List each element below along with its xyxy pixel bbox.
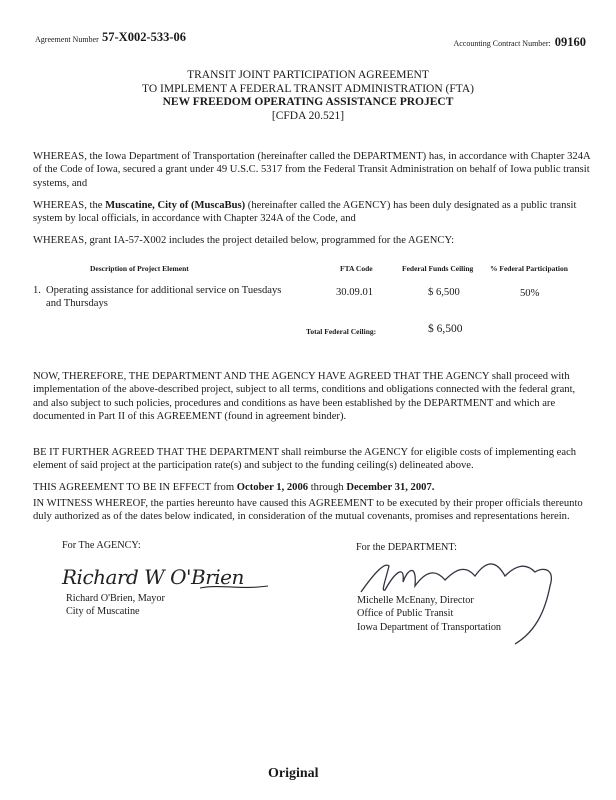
start-date: October 1, 2006 (236, 482, 309, 493)
agency-signature-label: For The AGENCY: (62, 540, 141, 551)
original-stamp: Original (268, 766, 319, 781)
total-value: $ 6,500 (428, 323, 463, 335)
row-ceiling: $ 6,500 (428, 287, 460, 298)
p2-text: WHEREAS, the (33, 200, 106, 211)
agency-name: Muscatine, City of (MuscaBus) (105, 200, 246, 211)
accounting-contract-label: Accounting Contract Number: (453, 39, 551, 48)
title-line-2: TO IMPLEMENT A FEDERAL TRANSIT ADMINISTRATION (FTA) (142, 82, 474, 95)
witness-paragraph: IN WITNESS WHEREOF, the parties hereunto have caused this AGREEMENT to be executed by their proper officials thereunto duly authorized as of the dates below indicated, in consideration of the mutual covenants, promises and representations herein. (33, 498, 583, 523)
agency-signatory (66, 592, 165, 619)
agency-signatory-org: City of Muscatine (66, 606, 140, 618)
accounting-contract (453, 33, 586, 51)
col-header-fta-code: FTA Code (340, 264, 373, 273)
end-date: December 31, 2007. (346, 482, 435, 493)
now-therefore-paragraph: NOW, THEREFORE, THE DEPARTMENT AND THE AGENCY HAVE AGREED THAT THE AGENCY shall proceed with implementation of the above-described project, subject to all terms, conditions and obligations connected with the federal grant, and also subject to such policies, procedures and conditions as have been established by the DEPARTMENT and which are documented in Part II of this AGREEMENT (found in agreement binder). (33, 371, 576, 423)
title-line-4: [CFDA 20.521] (271, 109, 345, 122)
department-signatory (357, 594, 501, 634)
row-participation: 50% (520, 288, 540, 299)
department-signatory-org: Iowa Department of Transportation (357, 621, 502, 633)
row-description: Operating assistance for additional service on Tuesdays and Thursdays (46, 285, 282, 309)
agency-signature: Richard W O'Brien (62, 565, 244, 589)
total-label: Total Federal Ceiling: (306, 327, 377, 336)
agency-signature-flourish (200, 580, 270, 594)
effective-dates-paragraph (33, 481, 593, 494)
col-header-participation: % Federal Participation (490, 264, 568, 273)
p6-through: through (308, 482, 347, 493)
further-agreed-paragraph: BE IT FURTHER AGREED THAT THE DEPARTMENT shall reimburse the AGENCY for eligible costs of implementing each element of said project at the participation rate(s) and subject to the funding ceiling(s) delineated above. (33, 447, 577, 472)
agreement-number-label: Agreement Number (35, 35, 99, 44)
p2-text-end: (hereinafter called the AGENCY) has been duly designated as a public transit system by local officials, in accordance with Chapter 324A of the Code, and (33, 200, 577, 225)
department-signature-label: For the DEPARTMENT: (356, 542, 457, 553)
whereas-department-paragraph: WHEREAS, the Iowa Department of Transportation (hereinafter called the DEPARTMENT) has, in accordance with Chapter 324A of the Code of Iowa, secured a grant under 49 U.S.C. 5317 from the Federal Transit Administration on behalf of Iowa public transit systems, and (33, 151, 591, 189)
whereas-agency-paragraph (33, 199, 593, 226)
title-line-3: NEW FREEDOM OPERATING ASSISTANCE PROJECT (162, 96, 454, 108)
document-title (0, 69, 616, 123)
department-signatory-office: Office of Public Transit (357, 608, 454, 620)
agreement-number: 57-X002-533-06 (102, 30, 187, 44)
whereas-grant-paragraph: WHEREAS, grant IA-57-X002 includes the project detailed below, programmed for the AGENCY: (33, 235, 455, 246)
department-signatory-name: Michelle McEnany, Director (357, 595, 474, 606)
agency-signatory-name: Richard O'Brien, Mayor (66, 593, 165, 604)
col-header-description: Description of Project Element (90, 264, 189, 273)
row-fta-code: 30.09.01 (336, 287, 374, 298)
p6-text: THIS AGREEMENT TO BE IN EFFECT from (33, 482, 237, 493)
accounting-contract-number: 09160 (554, 35, 586, 49)
col-header-ceiling: Federal Funds Ceiling (402, 264, 474, 273)
row-number: 1. (33, 285, 41, 296)
title-line-1: TRANSIT JOINT PARTICIPATION AGREEMENT (187, 69, 429, 81)
